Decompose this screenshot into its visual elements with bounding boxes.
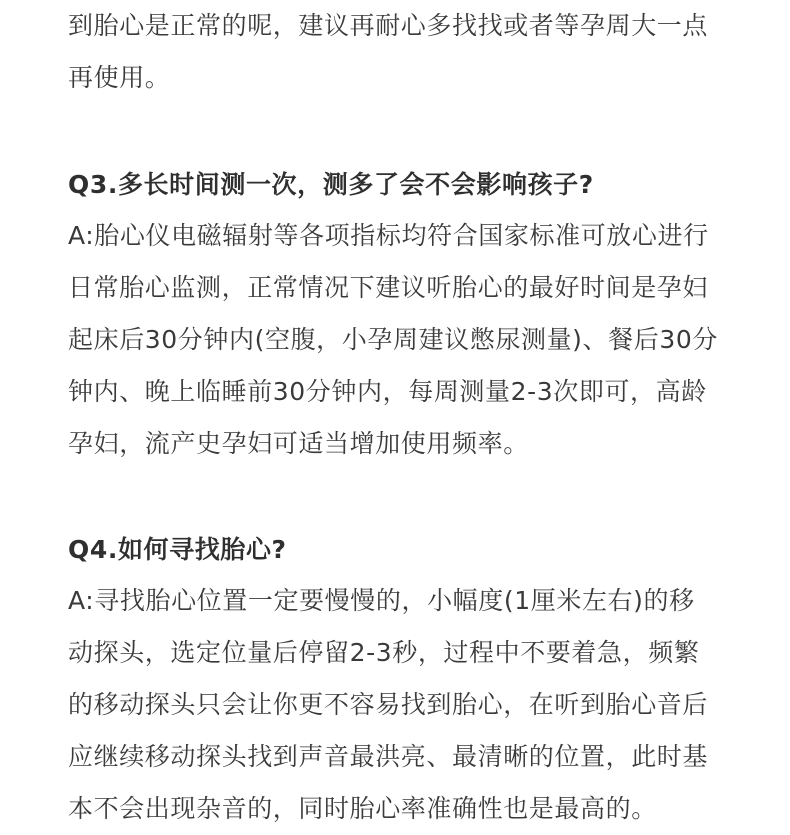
q4-answer-line-5: 本不会出现杂音的，同时胎心率准确性也是最高的。 <box>68 794 657 823</box>
q3-answer-line-2: 日常胎心监测，正常情况下建议听胎心的最好时间是孕妇 <box>68 273 709 302</box>
q4-answer-line-3: 的移动探头只会让你更不容易找到胎心，在听到胎心音后 <box>68 690 709 719</box>
q4-question: Q4.如何寻找胎心? <box>68 535 287 564</box>
q4-answer-line-4: 应继续移动探头找到声音最洪亮、最清晰的位置，此时基 <box>68 742 709 771</box>
q3-answer-line-5: 孕妇，流产史孕妇可适当增加使用频率。 <box>68 429 529 458</box>
intro-line-2: 再使用。 <box>68 63 171 92</box>
q3-question: Q3.多长时间测一次，测多了会不会影响孩子? <box>68 170 594 199</box>
intro-line-1: 到胎心是正常的呢，建议再耐心多找找或者等孕周大一点 <box>68 11 709 40</box>
q4-answer-line-1: A:寻找胎心位置一定要慢慢的，小幅度(1厘米左右)的移 <box>68 586 695 615</box>
q3-answer-line-4: 钟内、晚上临睡前30分钟内，每周测量2-3次即可，高龄 <box>68 377 707 406</box>
q3-answer-line-3: 起床后30分钟内(空腹，小孕周建议憋尿测量)、餐后30分 <box>68 325 718 354</box>
q3-answer-line-1: A:胎心仪电磁辐射等各项指标均符合国家标准可放心进行 <box>68 221 709 250</box>
q4-answer-line-2: 动探头，选定位量后停留2-3秒，过程中不要着急，频繁 <box>68 638 700 667</box>
